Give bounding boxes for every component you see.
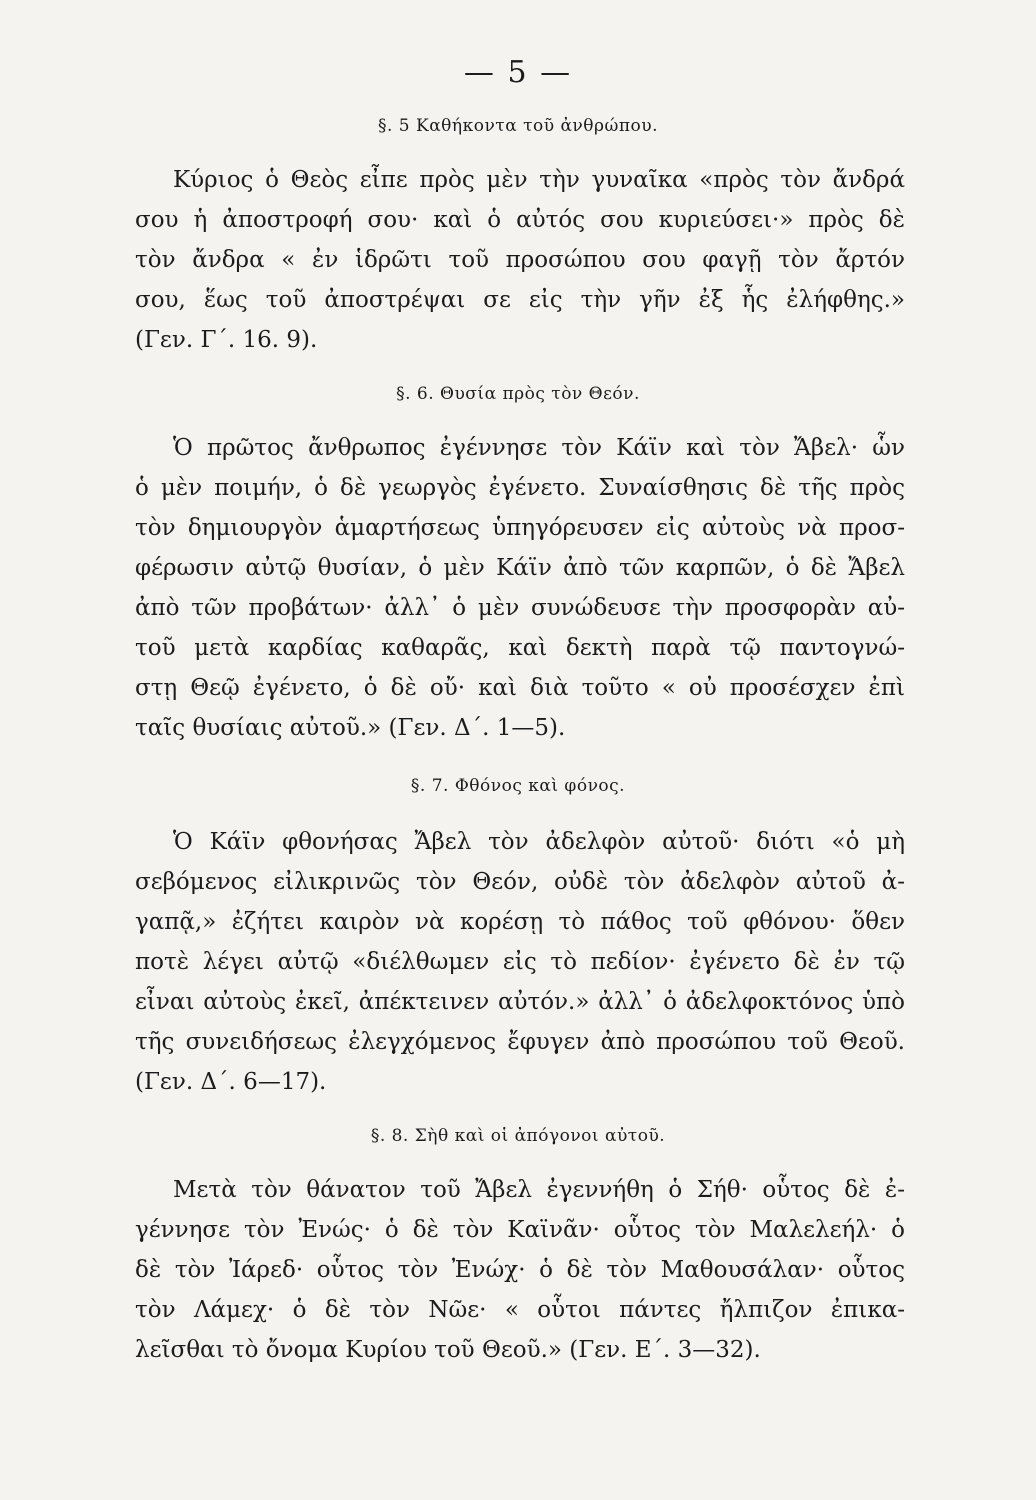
text-line: ὁ μὲν ποιμήν, ὁ δὲ γεωργὸς ἐγένετο. Συναίσθησις δὲ τῆς πρὸς (135, 475, 905, 501)
section-heading-8: §. 8. Σὴθ καὶ οἱ ἀπόγονοι αὐτοῦ. (370, 1126, 666, 1146)
text-line: δὲ τὸν Ἰάρεδ· οὗτος τὸν Ἐνώχ· ὁ δὲ τὸν Μαθουσάλαν· οὗτος (135, 1257, 905, 1283)
page-number: — 5 — (463, 55, 573, 90)
section-heading-6: §. 6. Θυσία πρὸς τὸν Θεόν. (396, 384, 640, 404)
text-line: Μετὰ τὸν θάνατον τοῦ Ἄβελ ἐγεννήθη ὁ Σήθ· οὗτος δὲ ἐ- (173, 1177, 905, 1203)
text-line: λεῖσθαι τὸ ὄνομα Κυρίου τοῦ Θεοῦ.» (Γεν. Ε΄. 3—32). (135, 1337, 761, 1363)
text-line: ἀπὸ τῶν προβάτων· ἀλλ᾽ ὁ μὲν συνώδευσε τὴν προσφορὰν αὐ- (135, 595, 905, 621)
text-line: (Γεν. Γ΄. 16. 9). (135, 327, 318, 353)
text-line: σου ἡ ἀποστροφή σου· καὶ ὁ αὐτός σου κυριεύσει·» πρὸς δὲ (135, 207, 905, 233)
text-line: στῃ Θεῷ ἐγένετο, ὁ δὲ οὔ· καὶ διὰ τοῦτο « οὐ προσέσχεν ἐπὶ (135, 675, 905, 701)
text-line: ποτὲ λέγει αὐτῷ «διέλθωμεν εἰς τὸ πεδίον· ἐγένετο δὲ ἐν τῷ (135, 949, 905, 975)
text-line: τὸν ἄνδρα « ἐν ἱδρῶτι τοῦ προσώπου σου φαγῇ τὸν ἄρτόν (135, 247, 905, 273)
section-heading-7: §. 7. Φθόνος καὶ φόνος. (410, 776, 626, 796)
text-line: τῆς συνειδήσεως ἐλεγχόμενος ἔφυγεν ἀπὸ προσώπου τοῦ Θεοῦ. (135, 1029, 905, 1055)
text-line: γαπᾷ,» ἐζήτει καιρὸν νὰ κορέσῃ τὸ πάθος τοῦ φθόνου· ὅθεν (135, 909, 905, 935)
text-line: τὸν δημιουργὸν ἁμαρτήσεως ὑπηγόρευσεν εἰς αὐτοὺς νὰ προσ- (135, 515, 905, 541)
section-heading-5: §. 5 Καθήκοντα τοῦ ἀνθρώπου. (377, 116, 659, 136)
text-line: Ὁ πρῶτος ἄνθρωπος ἐγέννησε τὸν Κάϊν καὶ τὸν Ἄβελ· ὧν (173, 435, 905, 461)
text-line: εἶναι αὐτοὺς ἐκεῖ, ἀπέκτεινεν αὐτόν.» ἀλλ᾽ ὁ ἀδελφοκτόνος ὑπὸ (135, 989, 905, 1015)
text-line: γέννησε τὸν Ἐνώς· ὁ δὲ τὸν Καϊνᾶν· οὗτος τὸν Μαλελεήλ· ὁ (135, 1217, 905, 1243)
section-body-7 (135, 822, 905, 1102)
text-line: Κύριος ὁ Θεὸς εἶπε πρὸς μὲν τὴν γυναῖκα «πρὸς τὸν ἄνδρά (173, 167, 905, 193)
text-line: τὸν Λάμεχ· ὁ δὲ τὸν Νῶε· « οὗτοι πάντες ἤλπιζον ἐπικα- (135, 1297, 905, 1323)
text-line: (Γεν. Δ΄. 6—17). (135, 1069, 327, 1095)
section-body-6 (135, 428, 905, 748)
section-body-8 (135, 1170, 905, 1370)
text-line: ταῖς θυσίαις αὐτοῦ.» (Γεν. Δ΄. 1—5). (135, 715, 566, 741)
text-line: φέρωσιν αὐτῷ θυσίαν, ὁ μὲν Κάϊν ἀπὸ τῶν καρπῶν, ὁ δὲ Ἄβελ (135, 555, 905, 581)
text-line: τοῦ μετὰ καρδίας καθαρᾶς, καὶ δεκτὴ παρὰ τῷ παντογνώ- (135, 635, 905, 661)
section-body-5 (135, 160, 905, 360)
text-line: Ὁ Κάϊν φθονήσας Ἄβελ τὸν ἀδελφὸν αὐτοῦ· διότι «ὁ μὴ (173, 829, 905, 855)
text-line: σου, ἕως τοῦ ἀποστρέψαι σε εἰς τὴν γῆν ἐξ ἧς ἐλήφθης.» (135, 287, 905, 313)
text-line: σεβόμενος εἰλικρινῶς τὸν Θεόν, οὐδὲ τὸν ἀδελφὸν αὐτοῦ ἀ- (135, 869, 905, 895)
